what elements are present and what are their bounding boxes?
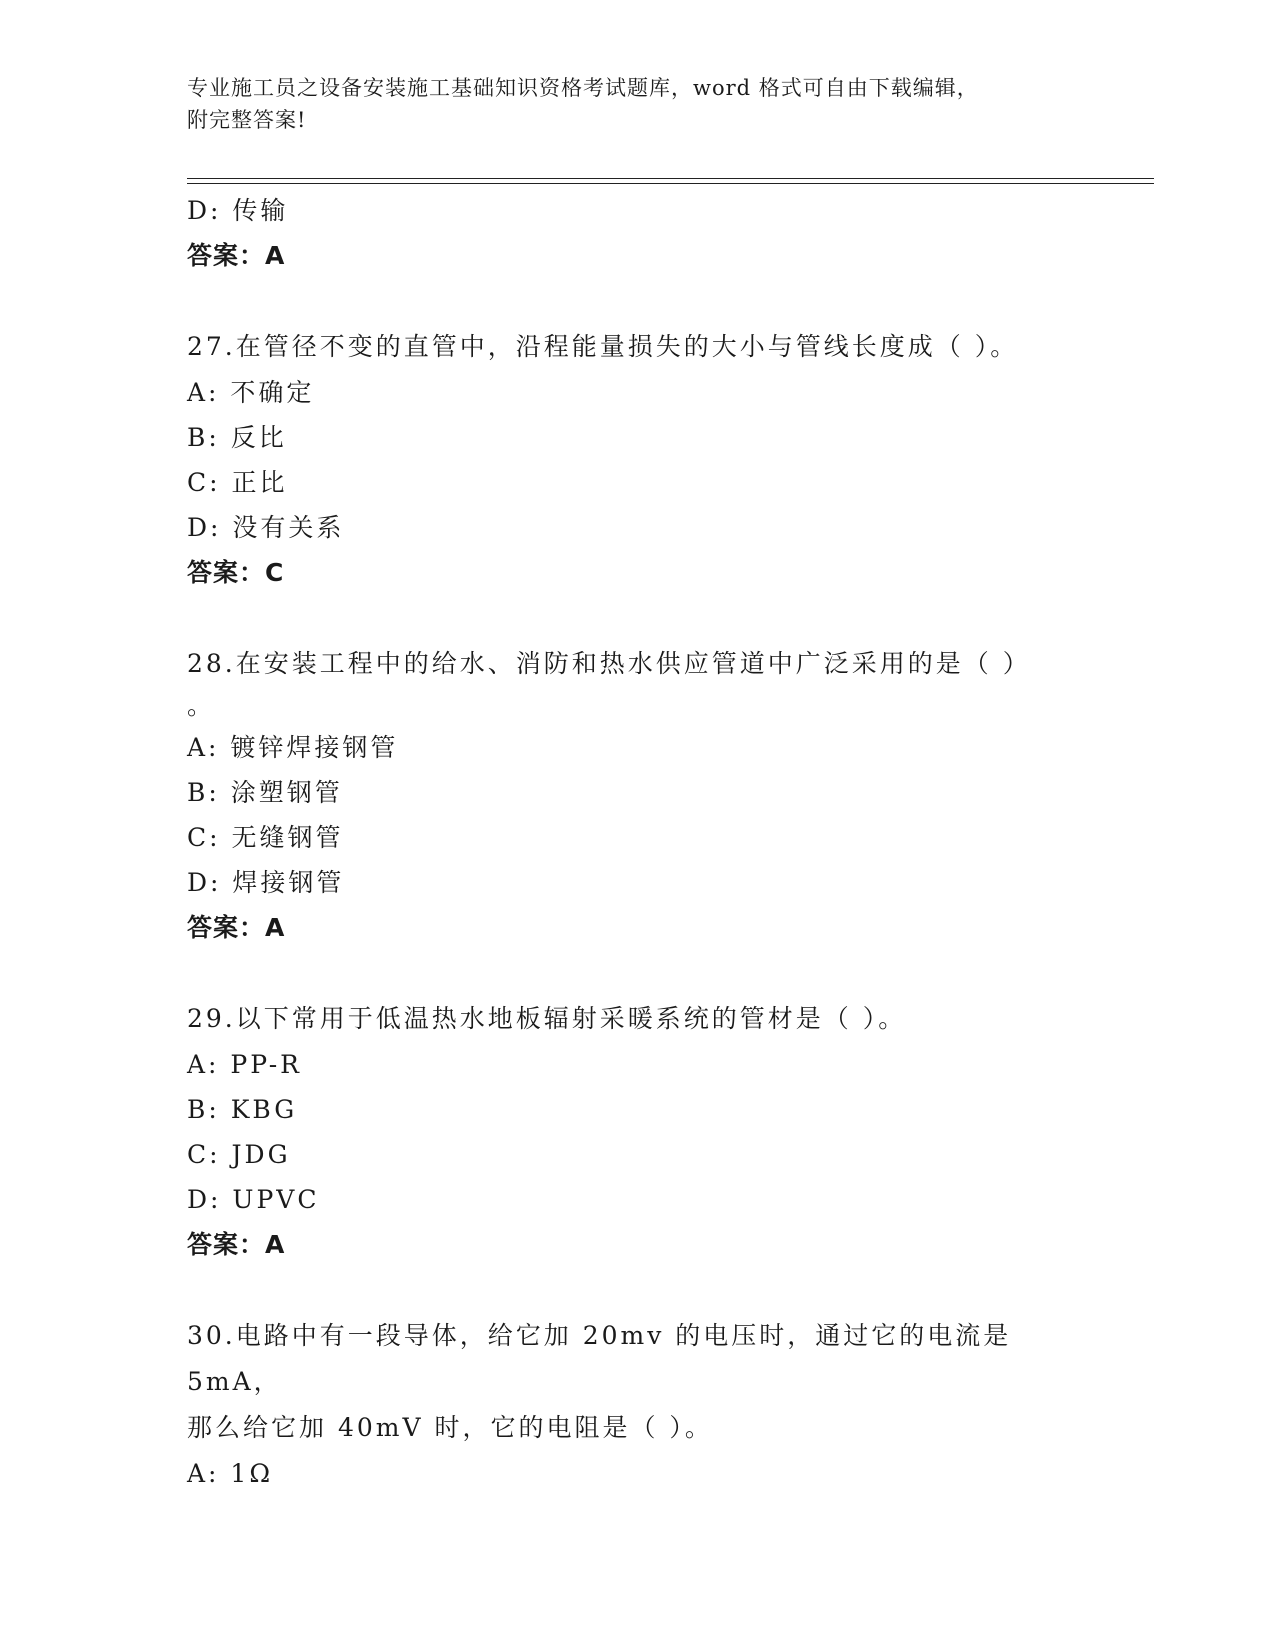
- header-title-line-2: 附完整答案!: [187, 108, 307, 132]
- document-header: [187, 72, 1087, 136]
- question-stem: 27.在管径不变的直管中，沿程能量损失的大小与管线长度成（ ）。: [187, 332, 1019, 361]
- option-c: C: JDG: [187, 1140, 291, 1169]
- question-27: [187, 324, 1087, 595]
- option-d: D: 没有关系: [187, 513, 345, 542]
- spacer: [187, 278, 1087, 324]
- question-stem: 28.在安装工程中的给水、消防和热水供应管道中广泛采用的是（ ）: [187, 649, 1031, 678]
- spacer: [187, 595, 1087, 641]
- question-list: [187, 188, 1087, 1496]
- answer-label: 答案：C: [187, 558, 285, 587]
- answer-label: 答案：A: [187, 1230, 286, 1259]
- question-30: [187, 1313, 1087, 1496]
- spacer: [187, 1267, 1087, 1313]
- answer-label: 答案：A: [187, 241, 286, 270]
- option-d: D: 焊接钢管: [187, 868, 345, 897]
- option-b: B: KBG: [187, 1095, 298, 1124]
- question-stem-tail: 。: [187, 691, 213, 720]
- question-26: [187, 188, 1087, 278]
- question-stem: 29.以下常用于低温热水地板辐射采暖系统的管材是（ ）。: [187, 1004, 907, 1033]
- option-b: B: 反比: [187, 423, 287, 452]
- option-d: D: 传输: [187, 196, 289, 225]
- question-stem-line-2: 那么给它加 40mV 时，它的电阻是（ ）。: [187, 1413, 713, 1442]
- question-29: [187, 996, 1087, 1267]
- option-a: A: 1Ω: [187, 1459, 274, 1488]
- option-c: C: 正比: [187, 468, 288, 497]
- option-c: C: 无缝钢管: [187, 823, 344, 852]
- option-d: D: UPVC: [187, 1185, 320, 1214]
- question-stem-line-1: 30.电路中有一段导体，给它加 20mv 的电压时，通过它的电流是 5mA，: [187, 1321, 1012, 1396]
- header-divider: [187, 178, 1154, 184]
- option-a: A: 不确定: [187, 378, 315, 407]
- spacer: [187, 950, 1087, 996]
- option-a: A: 镀锌焊接钢管: [187, 733, 399, 762]
- option-b: B: 涂塑钢管: [187, 778, 343, 807]
- option-a: A: PP-R: [187, 1050, 302, 1079]
- header-title-line-1: 专业施工员之设备安装施工基础知识资格考试题库，word 格式可自由下载编辑，: [187, 76, 979, 100]
- question-28: [187, 641, 1087, 950]
- answer-label: 答案：A: [187, 913, 286, 942]
